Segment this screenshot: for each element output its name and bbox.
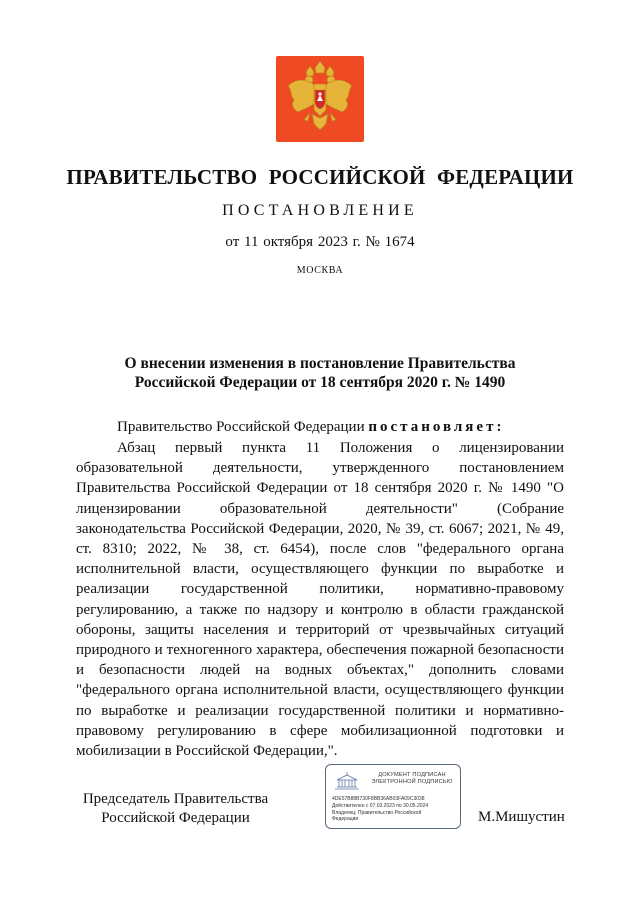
stamp-owner: Владелец: Правительство Российской <box>332 810 422 816</box>
government-building-icon <box>332 771 362 791</box>
document-city: МОСКВА <box>296 265 344 276</box>
document-date-number: от 11 октября 2023 г. № 1674 <box>225 234 415 250</box>
russian-coat-of-arms-icon <box>276 56 364 142</box>
stamp-owner: Федерации <box>332 816 359 822</box>
preamble-text: Правительство Российской Федерации <box>117 419 365 435</box>
electronic-signature-stamp <box>325 764 461 829</box>
stamp-title <box>366 772 458 786</box>
document-subject <box>0 354 640 392</box>
stamp-title-line: ЭЛЕКТРОННОЙ ПОДПИСЬЮ <box>371 779 453 785</box>
subject-line: Российской Федерации от 18 сентября 2020 г. № 1490 <box>134 374 506 391</box>
government-title: ПРАВИТЕЛЬСТВО РОССИЙСКОЙ ФЕДЕРАЦИИ <box>66 165 574 189</box>
emblem <box>276 56 364 142</box>
subject-line: О внесении изменения в постановление Правительства <box>124 355 516 372</box>
preamble <box>117 419 504 436</box>
body-paragraph: Абзац первый пункта 11 Положения о лицензировании образовательной деятельности, утвержденного постановлением Правительства Российской Федерации от 18 сентября 2020 г. № 1490 "О лицензировании образовательной деятельности" (Собрание законодательства Российской Федерации, 2020, № 39, ст. 6067; 2021, № 49, ст. 8310; 2022, № 38, ст. 6454), после слов "федерального органа исполнительной власти, осуществляющего функции по выработке и реализации государственной политики, нормативно-правовому регулированию, а также по надзору и контролю в области гражданской обороны, защиты населения и территорий от чрезвычайных ситуаций природного и техногенного характера, обеспечения пожарной безопасности и безопасности людей на водных объектах," дополнить словами "федерального органа исполнительной власти, осуществляющего функции по выработке и реализации государственной политики и нормативно-правовому регулированию в сфере мобилизационной подготовки и мобилизации в Российской Федерации,". <box>76 440 564 760</box>
stamp-certificate: 4DE57B88B730F8BB36AB03FA09C3038 <box>332 796 425 802</box>
stamp-validity: Действителен с 07.03.2023 по 30.05.2024 <box>332 803 429 809</box>
stamp-title-line: ДОКУМЕНТ ПОДПИСАН <box>378 772 446 778</box>
signer-title-line: Российской Федерации <box>101 810 250 826</box>
signer-name: М.Мишустин <box>478 809 565 825</box>
signer-title-line: Председатель Правительства <box>82 791 269 807</box>
signer-title <box>78 790 273 828</box>
decree-word: постановляет: <box>368 419 505 435</box>
document-type: ПОСТАНОВЛЕНИЕ <box>222 202 418 219</box>
